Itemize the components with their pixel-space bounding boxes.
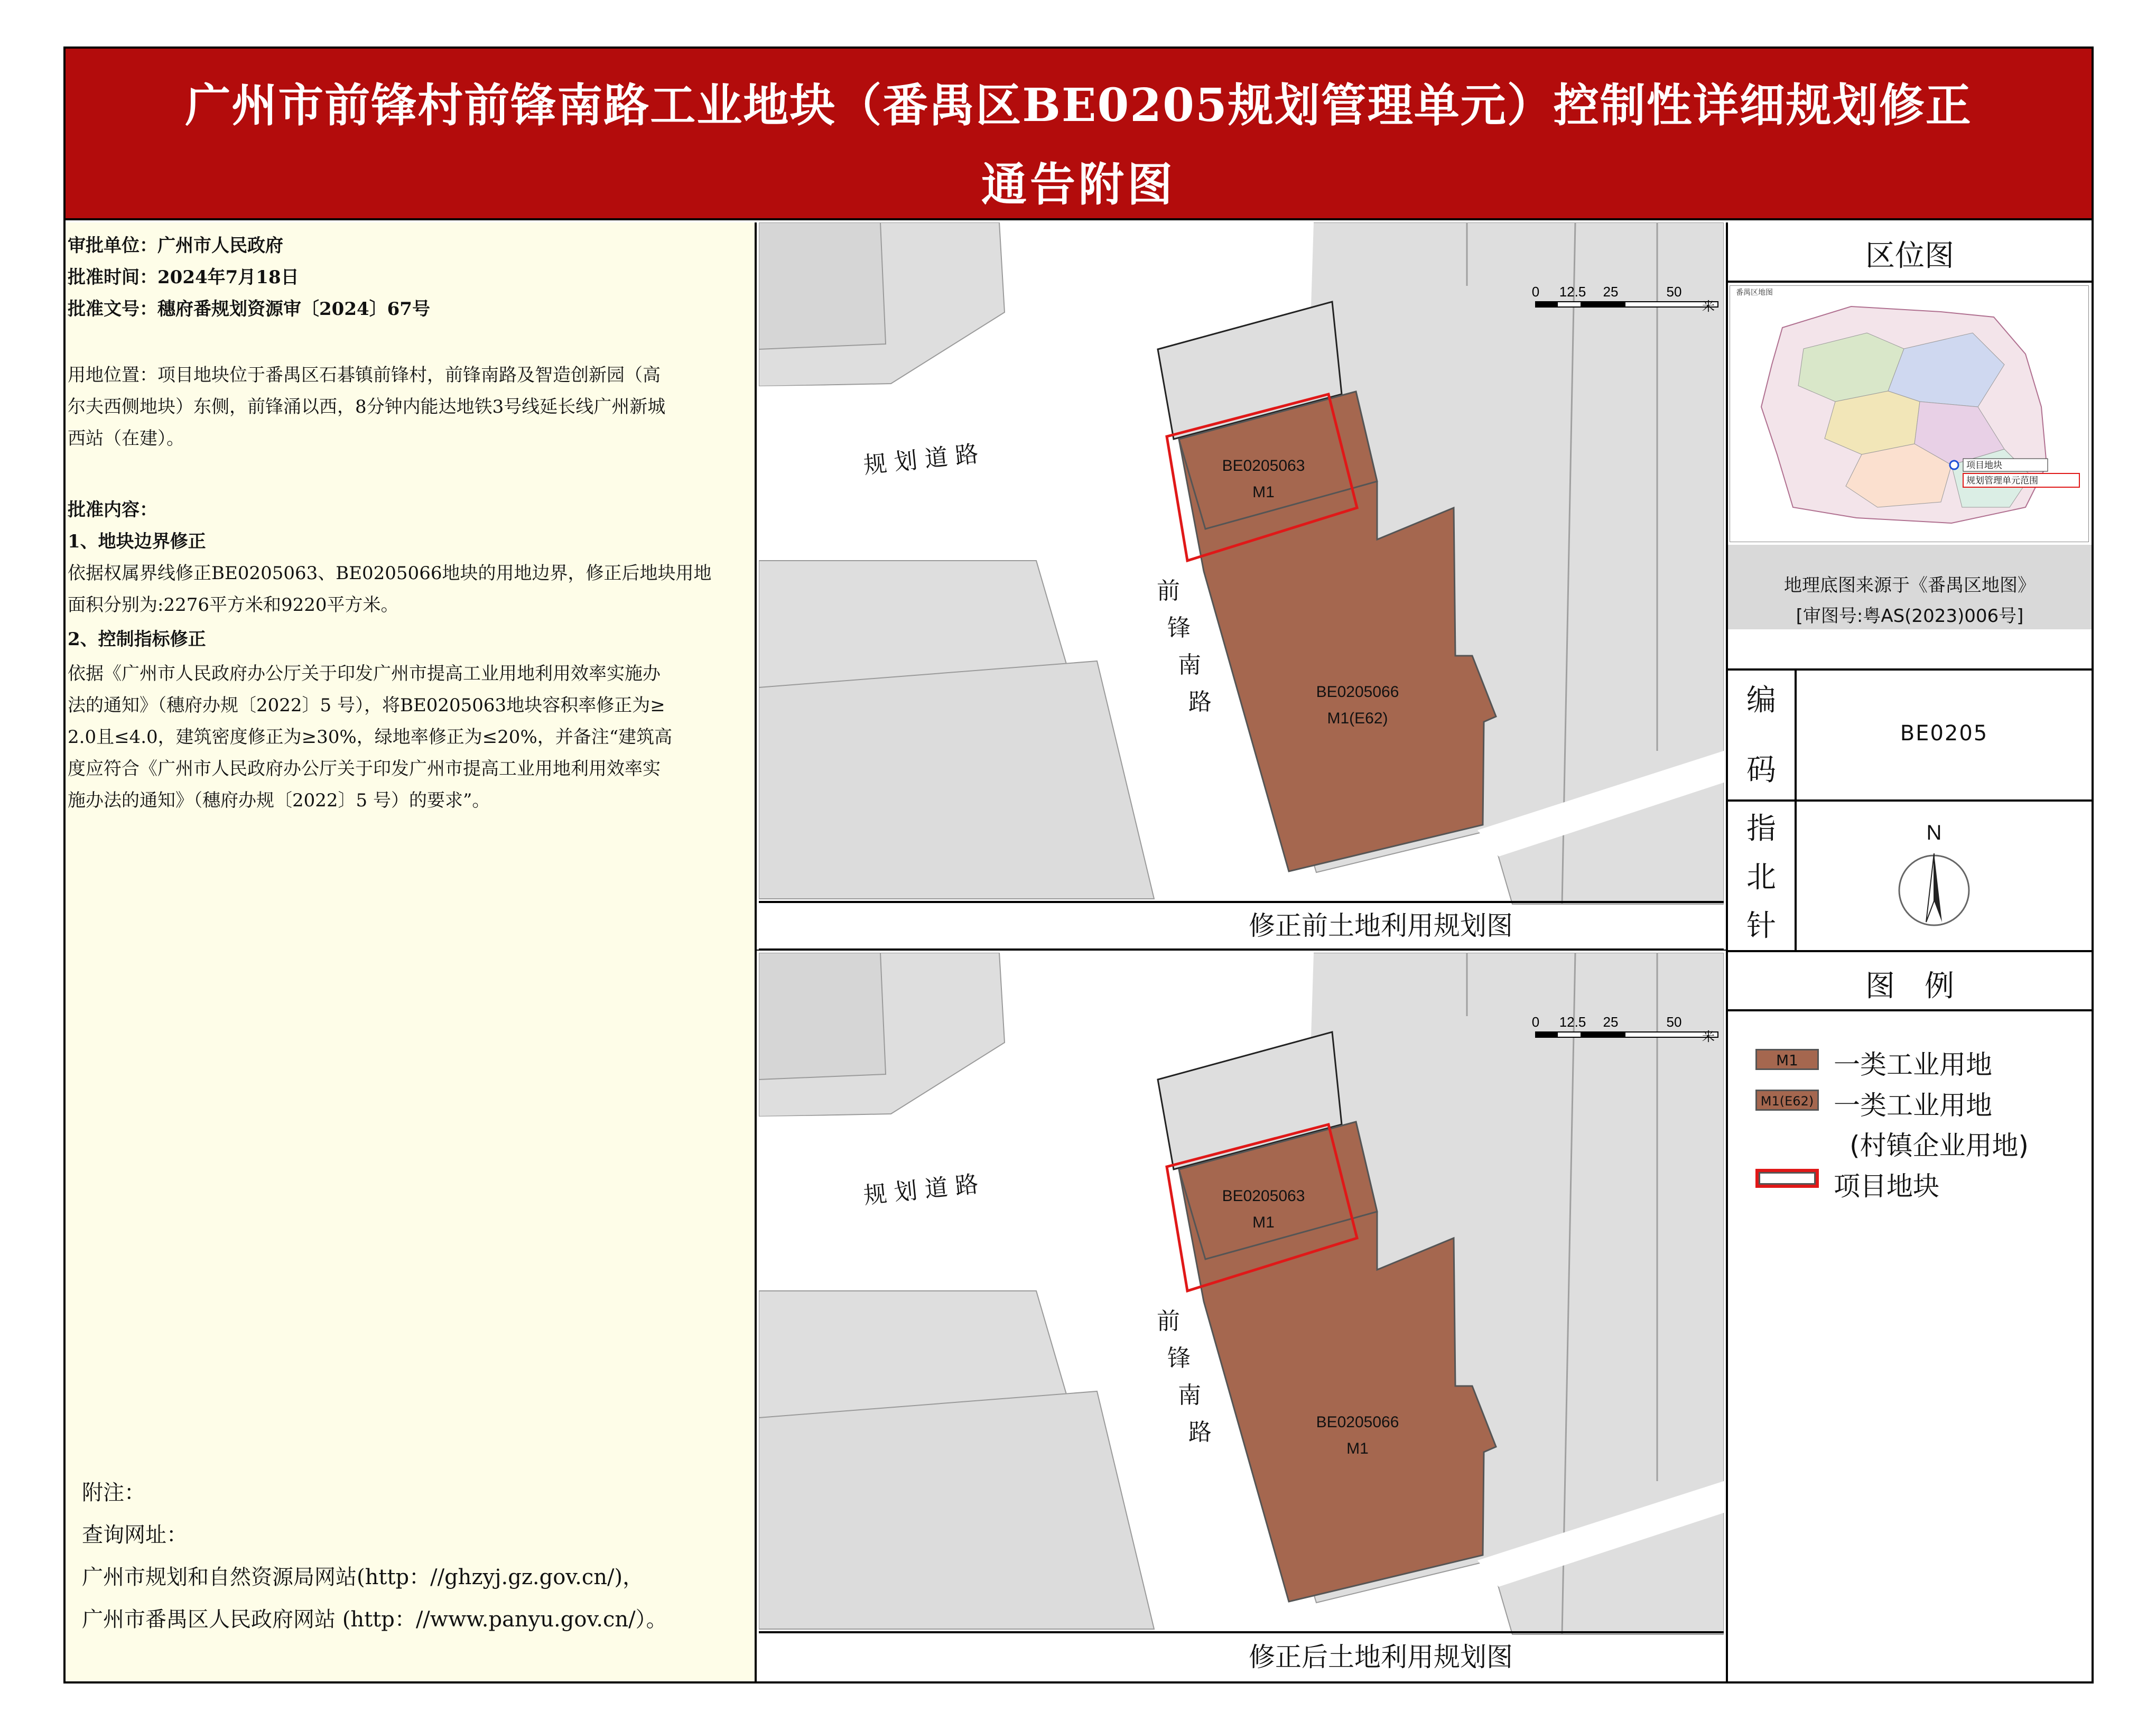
scale-tick-label: 12.5 <box>1559 1014 1586 1030</box>
parcel-use-label: M1 <box>1346 1440 1369 1457</box>
parcel-code-label: BE0205066 <box>1316 683 1399 701</box>
legend-label: 一类工业用地 <box>1834 1090 1992 1121</box>
item2-line: 法的通知》（穗府办规〔2022〕5 号），将BE0205063地块容积率修正为≥ <box>68 695 665 716</box>
legend-label: 项目地块 <box>1834 1171 1939 1202</box>
legend-swatch-m1-e62: M1(E62) <box>1755 1090 1819 1111</box>
road-label: 前 <box>1157 1308 1180 1335</box>
parcel-code-label: BE0205066 <box>1316 1413 1399 1431</box>
parcel-use-label: M1 <box>1252 1214 1275 1231</box>
map-caption: 修正后土地利用规划图 <box>1249 1642 1513 1672</box>
page-title: 广州市前锋村前锋南路工业地块（番禺区BE0205规划管理单元）控制性详细规划修正 <box>185 79 1972 132</box>
notes-query: 查询网址： <box>82 1523 188 1547</box>
approval-unit: 审批单位：广州市人民政府 <box>68 235 283 256</box>
locator-label-unit: 规划管理单元范围 <box>1966 476 2038 486</box>
item1-line: 面积分别为:2276平方米和9220平方米。 <box>68 594 399 616</box>
parcel-use-label: M1 <box>1252 483 1275 501</box>
location-line: 用地位置：项目地块位于番禺区石碁镇前锋村，前锋南路及智造创新园（高 <box>68 365 661 386</box>
road-label: 规 划 道 路 <box>862 440 980 479</box>
approval-date: 批准时间：2024年7月18日 <box>68 267 299 288</box>
north-label: 针 <box>1746 909 1776 943</box>
road-label: 规 划 道 路 <box>862 1170 980 1210</box>
locator-map-title: 番禺区地图 <box>1736 289 1773 297</box>
north-label: 北 <box>1746 860 1776 895</box>
legend-sublabel: (村镇企业用地) <box>1850 1130 2029 1161</box>
scale-tick-label: 50 <box>1666 1014 1682 1030</box>
item2-title: 2、控制指标修正 <box>68 629 206 650</box>
notes-site-link: 广州市规划和自然资源局网站(http：//ghzyj.gz.gov.cn/)， <box>82 1565 644 1589</box>
content-heading: 批准内容： <box>68 499 157 520</box>
location-line: 尔夫西侧地块）东侧，前锋涌以西，8分钟内能达地铁3号线延长线广州新城 <box>68 396 666 417</box>
legend-label: 一类工业用地 <box>1834 1049 1992 1080</box>
item1-line: 依据权属界线修正BE0205063、BE0205066地块的用地边界，修正后地块用地 <box>68 563 712 584</box>
road-label: 前 <box>1157 578 1180 604</box>
road-label: 路 <box>1188 1419 1212 1446</box>
scale-tick-label: 25 <box>1603 1014 1619 1030</box>
road-label: 南 <box>1178 1382 1201 1409</box>
north-letter: N <box>1926 822 1942 844</box>
locator-label-project: 项目地块 <box>1966 460 2002 471</box>
map-after <box>759 953 1724 1681</box>
scale-unit-label: 米 <box>1702 1029 1715 1044</box>
code-label: 编 <box>1746 683 1776 718</box>
north-arrow-icon <box>1892 822 1976 927</box>
item1-title: 1、地块边界修正 <box>68 531 206 552</box>
approval-doc-no: 批准文号：穗府番规划资源审〔2024〕67号 <box>68 299 430 320</box>
road-label: 路 <box>1188 689 1212 715</box>
map-before <box>759 222 1724 951</box>
scale-tick-label: 50 <box>1666 284 1682 300</box>
legend-swatch-m1: M1 <box>1755 1049 1819 1070</box>
notes-site-link: 广州市番禺区人民政府网站 (http：//www.panyu.gov.cn/）。 <box>82 1607 667 1632</box>
scale-tick-label: 12.5 <box>1559 284 1586 300</box>
item2-line: 施办法的通知》（穗府办规〔2022〕5 号）的要求”。 <box>68 790 490 811</box>
scale-tick-label: 0 <box>1531 284 1540 300</box>
road-label: 锋 <box>1167 615 1191 641</box>
unit-code: BE0205 <box>1900 721 1988 746</box>
notes-heading: 附注： <box>82 1481 145 1505</box>
parcel-code-label: BE0205063 <box>1222 457 1305 475</box>
road-label: 南 <box>1178 652 1201 678</box>
source-note: 地理底图来源于《番禺区地图》 <box>1784 575 2036 596</box>
scale-tick-label: 25 <box>1603 284 1619 300</box>
project-marker <box>1950 461 1958 469</box>
map-caption: 修正前土地利用规划图 <box>1249 910 1513 941</box>
road-label: 锋 <box>1167 1345 1191 1372</box>
parcel-use-label: M1(E62) <box>1327 710 1388 727</box>
north-label: 指 <box>1746 812 1776 846</box>
page-subtitle: 通告附图 <box>981 158 1176 211</box>
source-note: [审图号:粤AS(2023)006号] <box>1796 606 2024 627</box>
item2-line: 2.0且≤4.0，建筑密度修正为≥30%，绿地率修正为≤20%，并备注“建筑高 <box>68 727 673 748</box>
locator-title: 区位图 <box>1865 239 1954 273</box>
scale-unit-label: 米 <box>1702 299 1715 314</box>
parcel-code-label: BE0205063 <box>1222 1187 1305 1205</box>
item2-line: 度应符合《广州市人民政府办公厅关于印发广州市提高工业用地利用效率实 <box>68 758 661 779</box>
legend-title: 图 例 <box>1865 969 1954 1003</box>
locator-map <box>1730 285 2089 542</box>
item2-line: 依据《广州市人民政府办公厅关于印发广州市提高工业用地利用效率实施办 <box>68 663 661 684</box>
code-label: 码 <box>1746 753 1776 787</box>
location-line: 西站（在建）。 <box>68 428 184 449</box>
scale-tick-label: 0 <box>1531 1014 1540 1030</box>
